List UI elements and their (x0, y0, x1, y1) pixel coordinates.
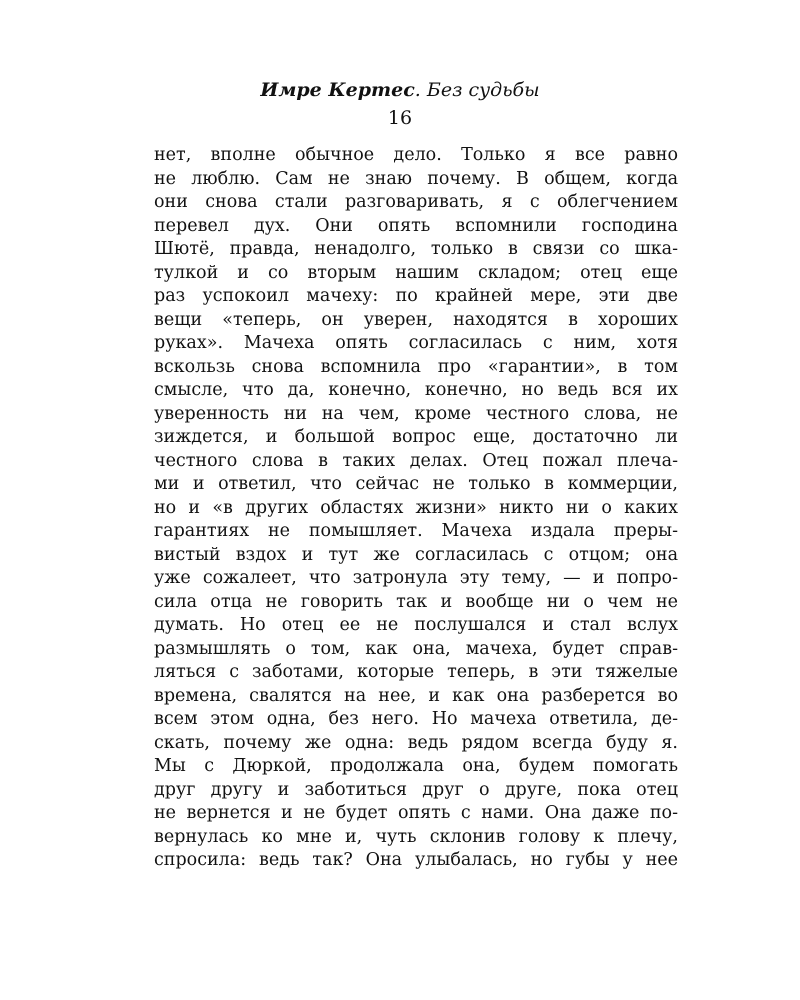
text-line: гарантиях не помышляет. Мачеха издала преры- (154, 521, 678, 541)
text-line: Мы с Дюркой, продолжала она, будем помогать (154, 756, 678, 776)
text-line: скать, почему же одна: ведь рядом всегда буду я. (154, 732, 678, 753)
text-line: всем этом одна, без него. Но мачеха ответила, де- (154, 709, 678, 729)
text-line: времена, свалятся на нее, и как она разберется во (154, 685, 678, 706)
text-line: Шютё, правда, ненадолго, только в связи со шка- (154, 239, 678, 259)
text-line: тулкой и со вторым нашим складом; отец еще (154, 262, 678, 283)
text-line: зиждется, и большой вопрос еще, достаточно ли (154, 427, 678, 447)
body-text (154, 144, 678, 873)
text-line: раз успокоил мачеху: по крайней мере, эти две (154, 286, 678, 306)
running-head (0, 78, 800, 102)
page-number: 16 (387, 107, 413, 129)
text-line: руках». Мачеха опять согласилась с ним, хотя (154, 333, 678, 353)
text-line: нет, вполне обычное дело. Только я все равно (154, 145, 678, 165)
text-line: не люблю. Сам не знаю почему. В общем, когда (154, 168, 678, 189)
text-line: спросила: ведь так? Она улыбалась, но губы у нее (154, 850, 678, 870)
text-line: вскользь снова вспомнила про «гарантии», в том (154, 356, 678, 377)
text-line: честного слова в таких делах. Отец пожал плеча- (154, 450, 678, 471)
text-line: перевел дух. Они опять вспомнили господина (154, 215, 678, 236)
text-line: уже сожалеет, что затронула эту тему, — и попро- (154, 568, 678, 588)
book-title: Без судьбы (426, 79, 540, 101)
author-name: Имре Кертес (260, 79, 415, 101)
text-line: думать. Но отец ее не послушался и стал вслух (154, 615, 678, 635)
text-line: ми и ответил, что сейчас не только в коммерции, (154, 474, 678, 494)
text-line: размышлять о том, как она, мачеха, будет справ- (154, 638, 678, 659)
text-line: вернулась ко мне и, чуть склонив голову к плечу, (154, 826, 678, 847)
text-line: они снова стали разговаривать, я с облегчением (154, 192, 678, 212)
text-line: смысле, что да, конечно, конечно, но ведь вся их (154, 380, 678, 400)
header-separator: . (414, 79, 427, 101)
text-line: не вернется и не будет опять с нами. Она даже по- (154, 803, 678, 823)
text-line: друг другу и заботиться друг о друге, пока отец (154, 779, 678, 800)
text-line: ляться с заботами, которые теперь, в эти тяжелые (154, 662, 678, 682)
text-line: уверенность ни на чем, кроме честного слова, не (154, 403, 678, 424)
text-line: вистый вздох и тут же согласилась с отцом; она (154, 544, 678, 565)
text-line: вещи «теперь, он уверен, находятся в хороших (154, 309, 678, 330)
text-line: сила отца не говорить так и вообще ни о чем не (154, 591, 678, 612)
text-line: но и «в других областях жизни» никто ни о каких (154, 497, 678, 518)
